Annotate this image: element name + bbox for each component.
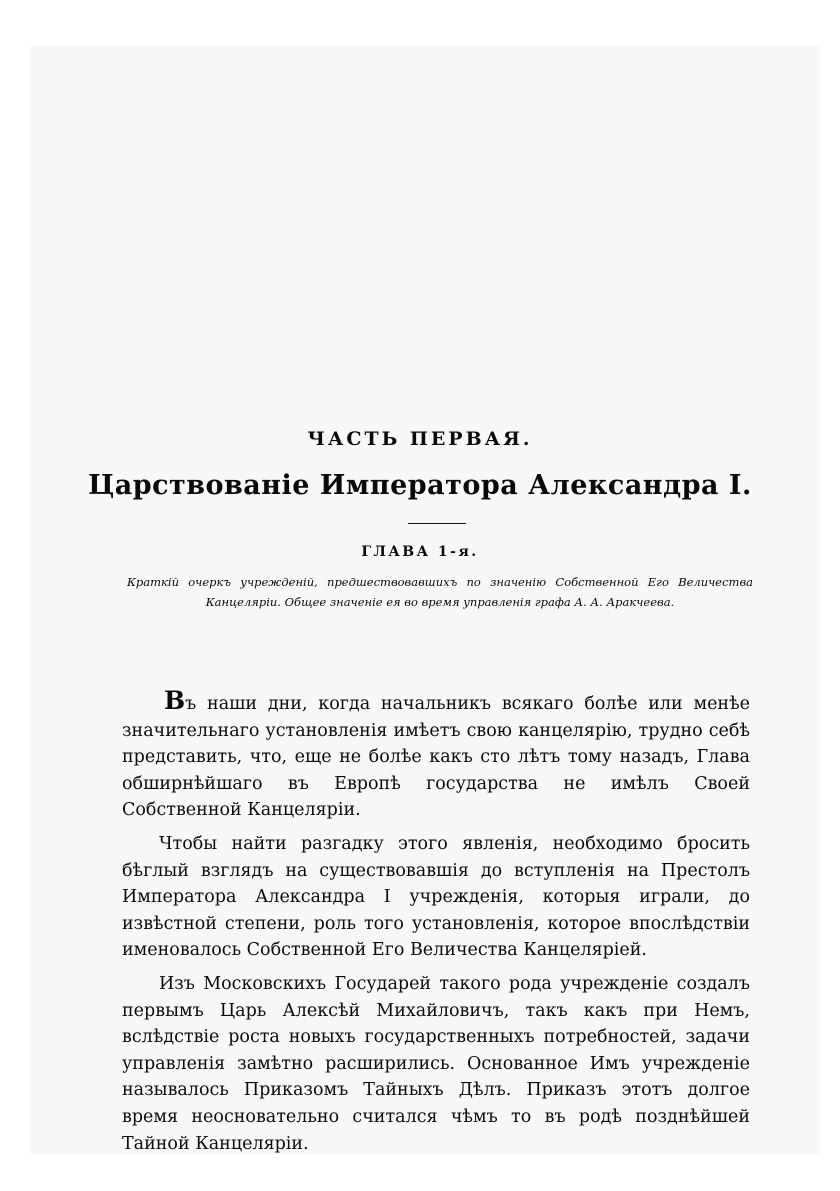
paragraph-1-text: ъ наши дни, когда начальникъ всякаго болѣе или менѣе значительнаго установленія имѣетъ свою канцелярію, трудно себѣ представить, что, еще не болѣе какъ сто лѣтъ тому назадъ, Глава обширнѣйшаго въ Европѣ государства не имѣлъ Своей Собственной Канцеляріи. [122,694,750,821]
paragraph-2: Чтобы найти разгадку этого явленія, необходимо бросить бѣглый взглядъ на существовавшія до вступленія на Престолъ Императора Александра I учрежденія, которыя играли, до извѣстной степени, роль того установленія, которое впослѣдствіи именовалось Собственной Его Величества Канцеляріей. [122,833,750,961]
part-title: ЧАСТЬ ПЕРВАЯ. [307,428,533,450]
chapter-summary: Краткій очеркъ учрежденій, предшествовавшихъ по значенію Собственной Его Величества Канцеляріи. Общее значеніе ея во время управленія графа А. А. Аракчеева. [127,575,753,609]
body-text [122,688,750,1164]
title-divider [408,523,466,524]
paragraph-3: Изъ Московскихъ Государей такого рода учрежденіе создалъ первымъ Царь Алексѣй Михайловичъ, такъ какъ при Немъ, вслѣдствіе роста новыхъ государственныхъ потребностей, задачи управленія замѣтно расширились. Основанное Имъ учрежденіе называлось Приказомъ Тайныхъ Дѣлъ. Приказъ этотъ долгое время неосновательно считался чѣмъ то въ родѣ позднѣйшей Тайной Канцеляріи. [122,973,750,1154]
reign-title: Царствованіе Императора Александра I. [88,470,752,501]
drop-cap: В [164,686,186,715]
paragraph-1 [122,688,750,824]
chapter-heading: ГЛАВА 1-я. [361,544,479,560]
